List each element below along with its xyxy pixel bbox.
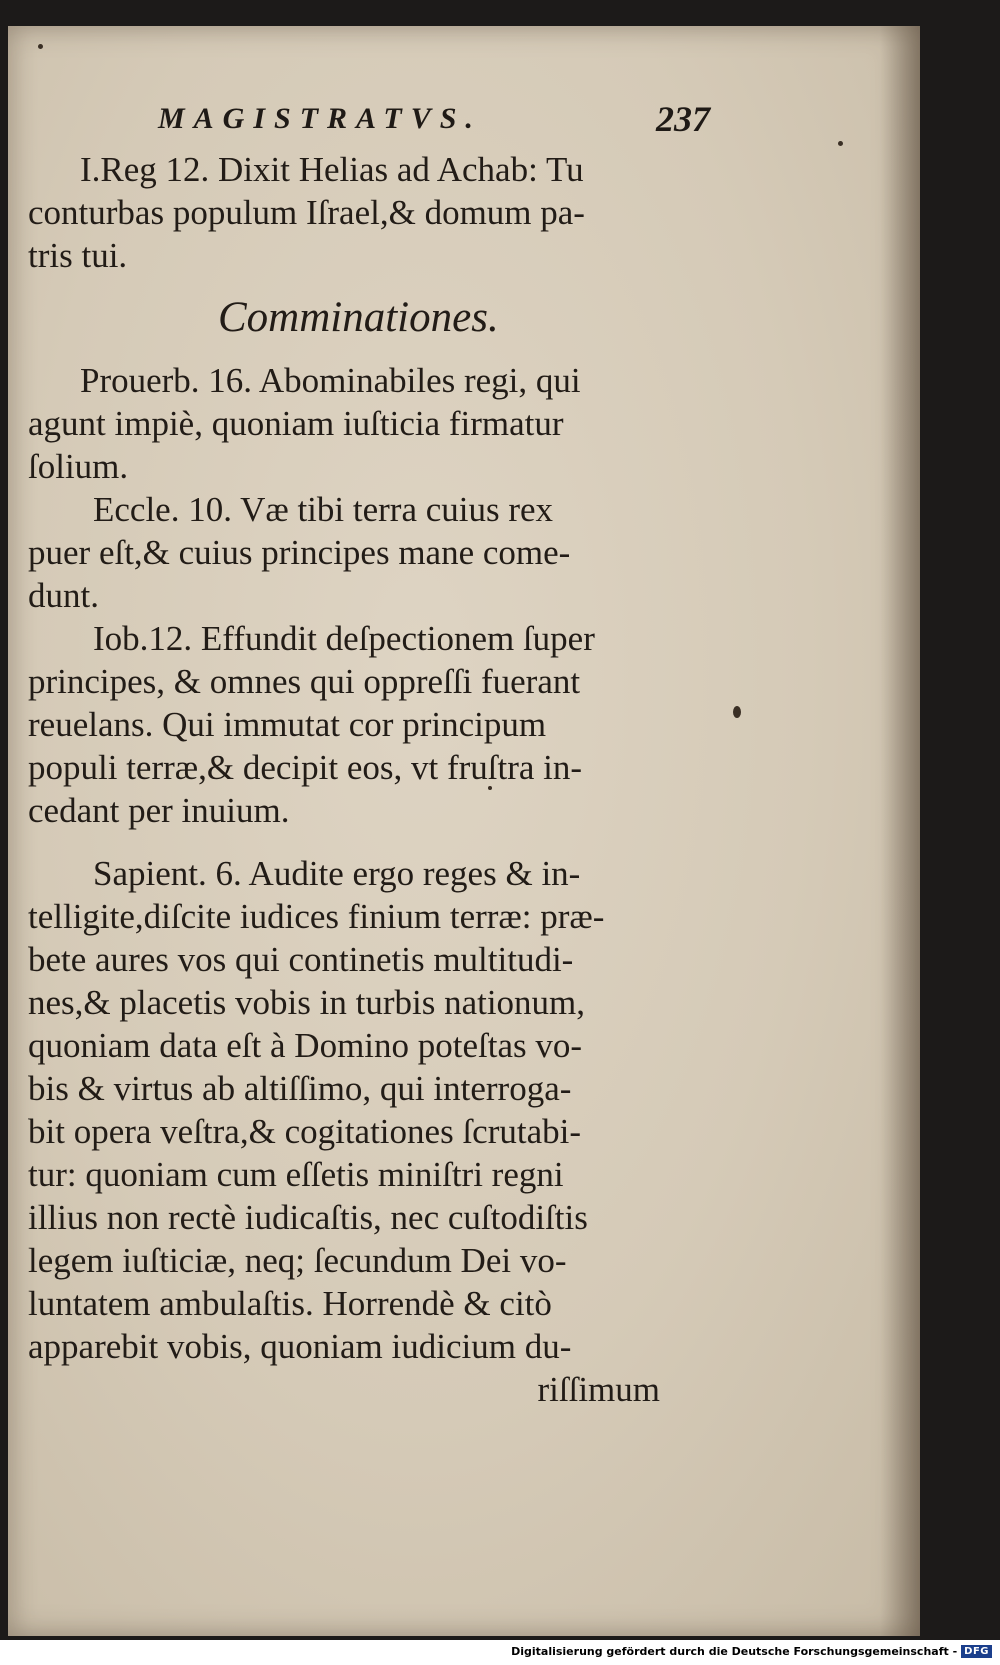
text-line: conturbas populum Iſrael,& domum pa- [28,193,585,232]
catchword: riſſimum [537,1370,660,1409]
paper-speck [733,706,741,718]
text-line: tur: quoniam cum eſſetis miniſtri regni [28,1155,564,1194]
text-line: quoniam data eſt à Domino poteſtas vo- [28,1026,583,1065]
text-line: telligite,diſcite iudices finium terræ: præ- [28,897,605,936]
spine-shadow [880,26,920,1636]
funding-note: Digitalisierung gefördert durch die Deutsche Forschungsgemeinschaft - [511,1645,958,1658]
text-line: Iob.12. Effundit deſpectionem ſuper [93,619,595,658]
page-number: 237 [656,99,710,139]
paragraph-gap [28,832,708,852]
text-line: legem iuſticiæ, neq; ſecundum Dei vo- [28,1241,567,1280]
text-line: Prouerb. 16. Abominabiles regi, qui [80,361,581,400]
running-head: MAGISTRATVS. [158,102,482,135]
text-line: illius non rectè iudicaſtis, nec cuſtodiſtis [28,1198,588,1237]
text-line: ſolium. [28,447,129,486]
text-line: cedant per inuium. [28,791,290,830]
text-line: puer eſt,& cuius principes mane come- [28,533,571,572]
section-title: Comminationes. [218,294,499,341]
dfg-logo: DFG [961,1645,992,1658]
text-line: dunt. [28,576,99,615]
text-line: reuelans. Qui immutat cor principum [28,705,547,744]
text-line: I.Reg 12. Dixit Helias ad Achab: Tu [80,150,584,189]
page-header [150,99,710,146]
text-line: luntatem ambulaſtis. Horrendè & citò [28,1284,552,1323]
paper-speck [38,44,43,49]
paper-speck [838,141,843,146]
text-line: agunt impiè, quoniam iuſticia firmatur [28,404,564,443]
text-line: bis & virtus ab altiſſimo, qui interroga- [28,1069,572,1108]
text-line: apparebit vobis, quoniam iudicium du- [28,1327,572,1366]
text-line: bete aures vos qui continetis multitudi- [28,940,574,979]
text-line: Eccle. 10. Væ tibi terra cuius rex [93,490,554,529]
funding-footer [511,1645,992,1658]
text-line: principes, & omnes qui oppreſſi fuerant [28,662,581,701]
text-line: nes,& placetis vobis in turbis nationum, [28,983,586,1022]
text-line: populi terræ,& decipit eos, vt fruſtra in- [28,748,583,787]
text-line: Sapient. 6. Audite ergo reges & in- [93,854,581,893]
text-line: tris tui. [28,236,128,275]
body-text [28,148,708,1411]
text-line: bit opera veſtra,& cogitationes ſcrutabi- [28,1112,581,1151]
